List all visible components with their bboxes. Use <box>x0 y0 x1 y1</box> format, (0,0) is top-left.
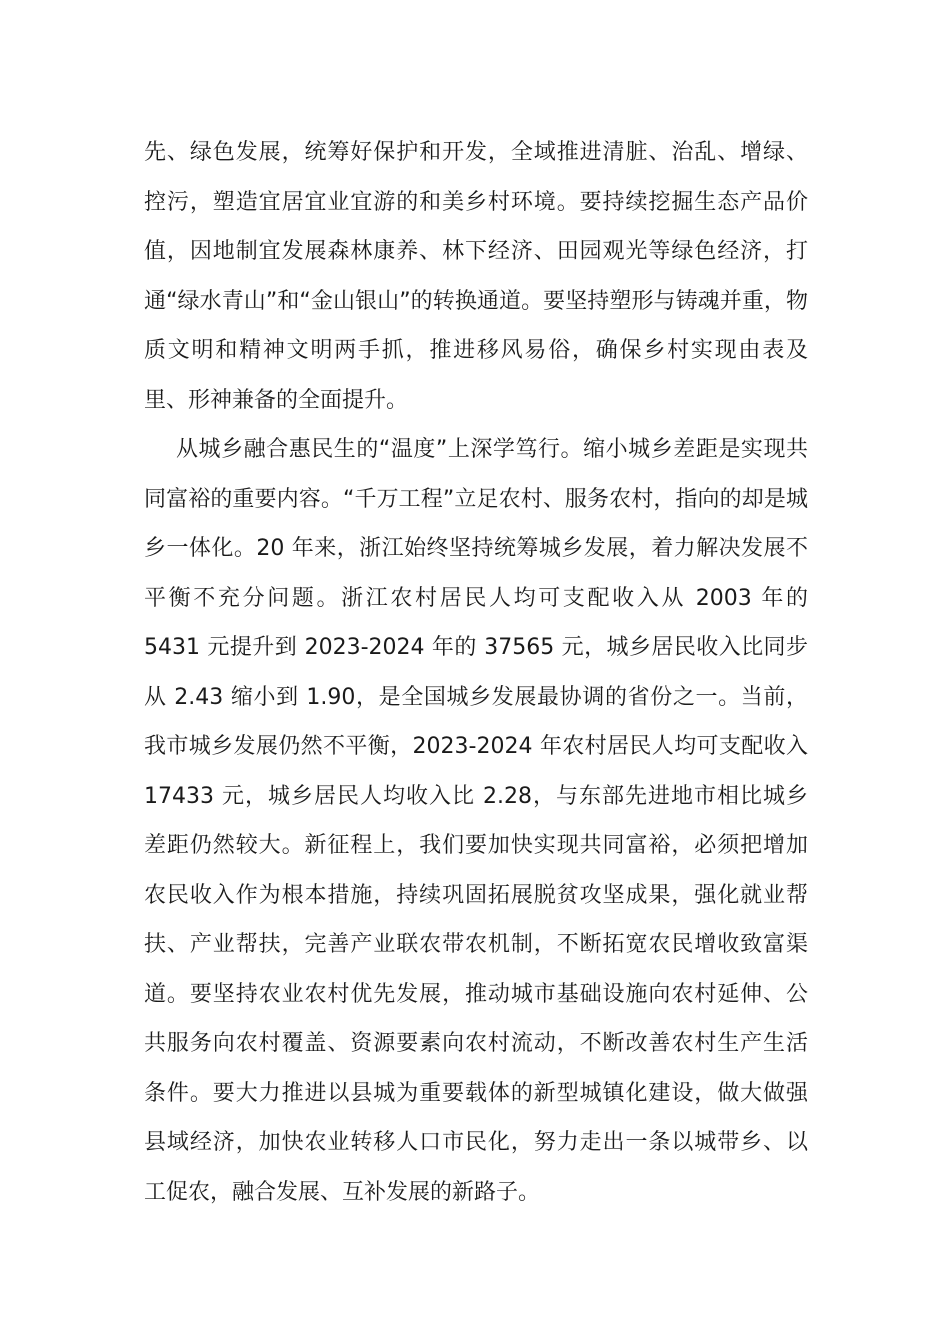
text-line: 通“绿水青山”和“金山银山”的转换通道。要坚持塑形与铸魂并重，物 <box>144 288 808 314</box>
text-line: 工促农，融合发展、互补发展的新路子。 <box>144 1179 541 1205</box>
text-line: 农民收入作为根本措施，持续巩固拓展脱贫攻坚成果，强化就业帮 <box>144 882 808 908</box>
text-line: 扶、产业帮扶，完善产业联农带农机制，不断拓宽农民增收致富渠 <box>144 932 808 957</box>
text-line: 质文明和精神文明两手抓，推进移风易俗，确保乡村实现由表及 <box>144 338 808 363</box>
text-line: 17433 元，城乡居民人均收入比 2.28，与东部先进地市相比城乡 <box>144 783 808 809</box>
text-line: 我市城乡发展仍然不平衡，2023-2024 年农村居民人均可支配收入 <box>144 734 808 759</box>
document-body <box>144 128 808 1217</box>
paragraph-1 <box>144 128 808 425</box>
text-line: 道。要坚持农业农村优先发展，推动城市基础设施向农村延伸、公 <box>144 981 808 1007</box>
text-line: 差距仍然较大。新征程上，我们要加快实现共同富裕，必须把增加 <box>144 833 808 858</box>
paragraph-2 <box>144 425 808 1217</box>
text-line: 从城乡融合惠民生的“温度”上深学笃行。缩小城乡差距是实现共 <box>176 437 808 462</box>
text-line: 乡一体化。20 年来，浙江始终坚持统筹城乡发展，着力解决发展不 <box>144 536 808 561</box>
text-line: 先、绿色发展，统筹好保护和开发，全域推进清脏、治乱、增绿、 <box>144 140 808 165</box>
text-line: 县域经济，加快农业转移人口市民化，努力走出一条以城带乡、以 <box>144 1130 808 1155</box>
text-line: 条件。要大力推进以县城为重要载体的新型城镇化建设，做大做强 <box>144 1080 808 1106</box>
text-line: 里、形神兼备的全面提升。 <box>144 387 409 413</box>
text-line: 平衡不充分问题。浙江农村居民人均可支配收入从 2003 年的 <box>144 585 808 611</box>
text-line: 值，因地制宜发展森林康养、林下经济、田园观光等绿色经济，打 <box>144 239 808 264</box>
text-line: 共服务向农村覆盖、资源要素向农村流动，不断改善农村生产生活 <box>144 1031 808 1056</box>
text-line: 5431 元提升到 2023-2024 年的 37565 元，城乡居民收入比同步 <box>144 635 808 660</box>
text-line: 同富裕的重要内容。“千万工程”立足农村、服务农村，指向的却是城 <box>144 486 808 512</box>
text-line: 从 2.43 缩小到 1.90，是全国城乡发展最协调的省份之一。当前， <box>144 684 808 710</box>
text-line: 控污，塑造宜居宜业宜游的和美乡村环境。要持续挖掘生态产品价 <box>144 189 808 215</box>
